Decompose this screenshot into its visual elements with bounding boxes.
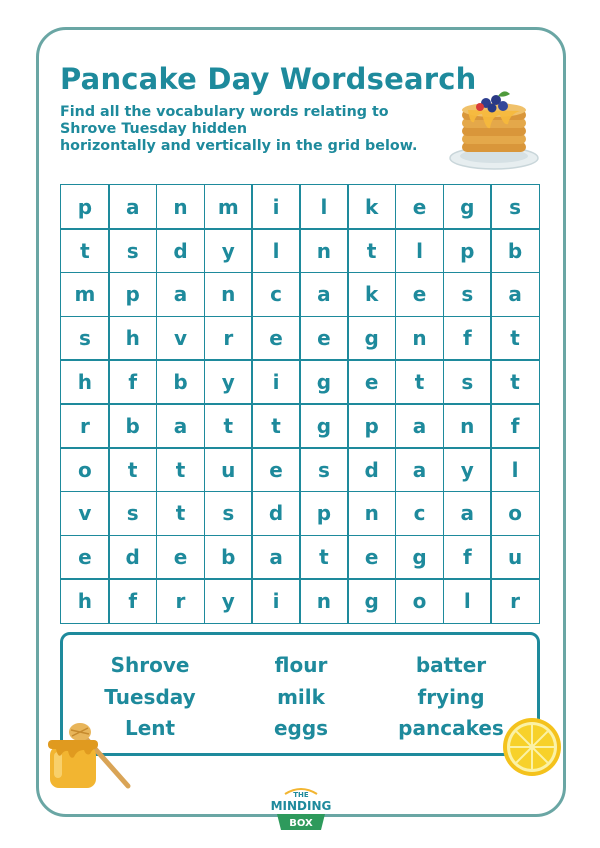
grid-cell: b bbox=[108, 403, 157, 448]
grid-cell: a bbox=[156, 272, 205, 317]
grid-cell: k bbox=[347, 184, 396, 229]
grid-cell: i bbox=[251, 359, 300, 404]
grid-cell: n bbox=[204, 272, 253, 317]
grid-cell: p bbox=[60, 184, 109, 229]
grid-cell: y bbox=[204, 578, 253, 623]
word-frying: frying bbox=[417, 685, 485, 709]
grid-cell: g bbox=[347, 316, 396, 361]
grid-cell: b bbox=[490, 228, 539, 273]
word-eggs: eggs bbox=[273, 716, 329, 740]
grid-cell: a bbox=[251, 535, 300, 580]
grid-cell: o bbox=[395, 578, 444, 623]
grid-cell: h bbox=[60, 578, 109, 623]
grid-cell: e bbox=[156, 535, 205, 580]
grid-cell: e bbox=[347, 535, 396, 580]
instructions bbox=[60, 104, 440, 155]
grid-cell: e bbox=[299, 316, 348, 361]
logo-text-the: THE bbox=[293, 791, 309, 799]
grid-cell: e bbox=[395, 184, 444, 229]
grid-cell: b bbox=[204, 535, 253, 580]
word-flour: flour bbox=[274, 653, 328, 677]
grid-cell: d bbox=[108, 535, 157, 580]
grid-cell: f bbox=[490, 403, 539, 448]
grid-cell: t bbox=[156, 491, 205, 536]
grid-cell: n bbox=[156, 184, 205, 229]
instructions-line-1: Find all the vocabulary words relating to bbox=[60, 104, 389, 120]
grid-cell: t bbox=[251, 403, 300, 448]
grid-cell: m bbox=[60, 272, 109, 317]
minding-box-logo bbox=[271, 784, 331, 832]
grid-cell: f bbox=[443, 535, 492, 580]
grid-cell: u bbox=[204, 447, 253, 492]
grid-cell: f bbox=[443, 316, 492, 361]
grid-cell: e bbox=[251, 316, 300, 361]
grid-cell: c bbox=[251, 272, 300, 317]
grid-cell: f bbox=[108, 359, 157, 404]
grid-cell: s bbox=[108, 491, 157, 536]
grid-cell: s bbox=[299, 447, 348, 492]
grid-cell: t bbox=[490, 316, 539, 361]
grid-cell: r bbox=[156, 578, 205, 623]
grid-cell: r bbox=[60, 403, 109, 448]
grid-cell: p bbox=[299, 491, 348, 536]
grid-cell: g bbox=[299, 359, 348, 404]
grid-cell: a bbox=[395, 447, 444, 492]
grid-cell: h bbox=[108, 316, 157, 361]
grid-cell: r bbox=[490, 578, 539, 623]
grid-cell: a bbox=[443, 491, 492, 536]
grid-cell: t bbox=[204, 403, 253, 448]
grid-cell: l bbox=[251, 228, 300, 273]
word-milk: milk bbox=[277, 685, 325, 709]
grid-cell: a bbox=[299, 272, 348, 317]
grid-cell: l bbox=[490, 447, 539, 492]
grid-cell: l bbox=[395, 228, 444, 273]
lemon-slice-icon bbox=[500, 716, 564, 778]
grid-cell: d bbox=[347, 447, 396, 492]
grid-cell: y bbox=[204, 228, 253, 273]
grid-cell: p bbox=[443, 228, 492, 273]
page-title: Pancake Day Wordsearch bbox=[60, 62, 477, 96]
grid-cell: t bbox=[490, 359, 539, 404]
grid-cell: n bbox=[299, 578, 348, 623]
grid-cell: v bbox=[60, 491, 109, 536]
pancake-stack-icon bbox=[446, 78, 542, 174]
grid-cell: g bbox=[347, 578, 396, 623]
grid-cell: n bbox=[347, 491, 396, 536]
grid-cell: t bbox=[108, 447, 157, 492]
word-shrove: Shrove bbox=[110, 653, 190, 677]
grid-cell: n bbox=[299, 228, 348, 273]
grid-cell: p bbox=[108, 272, 157, 317]
grid-cell: o bbox=[490, 491, 539, 536]
word-pancakes: pancakes bbox=[398, 716, 504, 740]
grid-cell: t bbox=[347, 228, 396, 273]
grid-cell: h bbox=[60, 359, 109, 404]
grid-cell: b bbox=[156, 359, 205, 404]
grid-cell: i bbox=[251, 184, 300, 229]
grid-cell: u bbox=[490, 535, 539, 580]
grid-cell: a bbox=[156, 403, 205, 448]
grid-cell: f bbox=[108, 578, 157, 623]
word-tuesday: Tuesday bbox=[104, 685, 196, 709]
grid-cell: v bbox=[156, 316, 205, 361]
grid-cell: n bbox=[395, 316, 444, 361]
honey-jar-icon bbox=[44, 720, 134, 792]
grid-cell: a bbox=[490, 272, 539, 317]
grid-cell: s bbox=[443, 359, 492, 404]
grid-cell: g bbox=[443, 184, 492, 229]
grid-cell: s bbox=[490, 184, 539, 229]
grid-cell: m bbox=[204, 184, 253, 229]
grid-cell: t bbox=[395, 359, 444, 404]
instructions-line-2: Shrove Tuesday hidden bbox=[60, 121, 248, 137]
grid-cell: y bbox=[204, 359, 253, 404]
grid-cell: e bbox=[395, 272, 444, 317]
grid-cell: e bbox=[251, 447, 300, 492]
grid-cell: d bbox=[251, 491, 300, 536]
grid-cell: t bbox=[299, 535, 348, 580]
grid-cell: p bbox=[347, 403, 396, 448]
grid-cell: s bbox=[60, 316, 109, 361]
logo-text-box: BOX bbox=[289, 818, 313, 829]
grid-cell: g bbox=[395, 535, 444, 580]
grid-cell: g bbox=[299, 403, 348, 448]
grid-cell: a bbox=[108, 184, 157, 229]
grid-cell: e bbox=[60, 535, 109, 580]
grid-cell: n bbox=[443, 403, 492, 448]
grid-cell: e bbox=[347, 359, 396, 404]
grid-cell: y bbox=[443, 447, 492, 492]
logo-text-minding: MINDING bbox=[271, 799, 331, 813]
grid-cell: a bbox=[395, 403, 444, 448]
grid-cell: s bbox=[108, 228, 157, 273]
instructions-line-3: horizontally and vertically in the grid below. bbox=[60, 138, 418, 154]
grid-cell: l bbox=[443, 578, 492, 623]
word-batter: batter bbox=[415, 653, 487, 677]
letter-grid bbox=[60, 184, 540, 624]
grid-cell: r bbox=[204, 316, 253, 361]
grid-cell: d bbox=[156, 228, 205, 273]
grid-cell: t bbox=[60, 228, 109, 273]
grid-cell: l bbox=[299, 184, 348, 229]
grid-cell: s bbox=[443, 272, 492, 317]
grid-cell: k bbox=[347, 272, 396, 317]
grid-cell: s bbox=[204, 491, 253, 536]
grid-cell: t bbox=[156, 447, 205, 492]
grid-cell: i bbox=[251, 578, 300, 623]
grid-cell: c bbox=[395, 491, 444, 536]
word-lent: Lent bbox=[124, 716, 176, 740]
grid-cell: o bbox=[60, 447, 109, 492]
